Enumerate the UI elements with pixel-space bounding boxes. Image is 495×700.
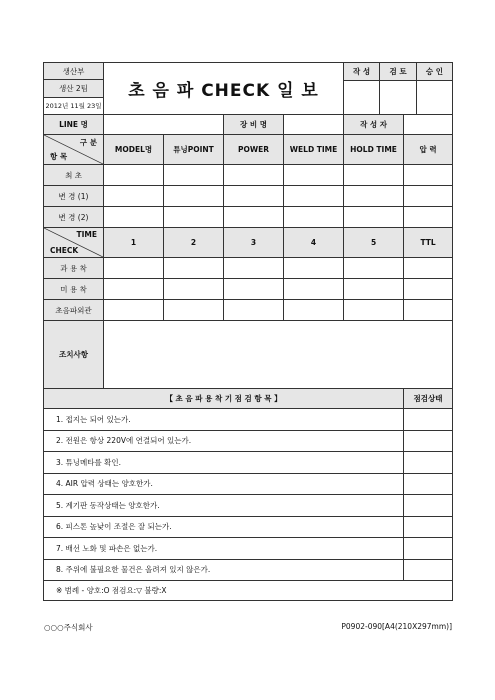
team-cell: 생산 2팀: [44, 80, 104, 97]
grid1-row-label: 변 경 (1): [44, 186, 104, 207]
legend: ※ 범례 - 양호:O 점검요:▽ 불량:X: [44, 581, 453, 601]
grid2-cell[interactable]: [344, 279, 404, 300]
checklist-item: 6. 피스톤 높낮이 조절은 잘 되는가.: [44, 516, 404, 538]
grid2-cell[interactable]: [404, 258, 453, 279]
grid2-cell[interactable]: [404, 279, 453, 300]
grid2-cell[interactable]: [224, 279, 284, 300]
grid1-row-label: 최 초: [44, 165, 104, 186]
grid2-cell[interactable]: [104, 300, 164, 321]
grid1-cell[interactable]: [164, 207, 224, 228]
page-title: 초 음 파 CHECK 일 보: [104, 63, 344, 115]
status-cell[interactable]: [404, 409, 453, 431]
grid1-cell[interactable]: [284, 186, 344, 207]
grid2-cell[interactable]: [344, 258, 404, 279]
grid1-cell[interactable]: [404, 165, 453, 186]
grid1-cell[interactable]: [344, 186, 404, 207]
grid2-corner-top: TIME: [76, 230, 97, 239]
status-cell[interactable]: [404, 538, 453, 560]
checklist-item: 7. 배선 노화 및 파손은 없는가.: [44, 538, 404, 560]
status-cell[interactable]: [404, 430, 453, 452]
form-code: P0902-090[A4(210X297mm)]: [341, 622, 452, 631]
status-header: 점검상태: [404, 389, 453, 409]
grid1-cell[interactable]: [404, 207, 453, 228]
status-cell[interactable]: [404, 516, 453, 538]
grid2-cell[interactable]: [224, 300, 284, 321]
approval-label-approve: 승 인: [416, 63, 452, 80]
grid2-col-4: 4: [284, 228, 344, 258]
checklist-item: 4. AIR 압력 상태는 양호한가.: [44, 473, 404, 495]
grid1-corner: [44, 135, 104, 165]
checklist-item: 3. 튜닝메타를 확인.: [44, 452, 404, 474]
approval-label-review: 검 토: [380, 63, 417, 80]
grid2-corner-bottom: CHECK: [50, 246, 79, 255]
equip-label: 장 비 명: [224, 115, 284, 135]
action-field[interactable]: [104, 321, 453, 389]
approval-sign-review[interactable]: [380, 80, 417, 114]
grid1-cell[interactable]: [224, 207, 284, 228]
grid1-col-hold: HOLD TIME: [344, 135, 404, 165]
author-field[interactable]: [404, 115, 453, 135]
checklist-item: 1. 접지는 되어 있는가.: [44, 409, 404, 431]
checklist-item: 8. 주위에 불필요한 물건은 올려져 있지 않은가.: [44, 559, 404, 581]
grid1-cell[interactable]: [164, 165, 224, 186]
check-report-table: [43, 62, 453, 601]
grid1-col-model: MODEL명: [104, 135, 164, 165]
grid2-cell[interactable]: [404, 300, 453, 321]
dept-cell: 생산부: [44, 63, 104, 80]
approval-sign-approve[interactable]: [416, 80, 452, 114]
grid2-corner: [44, 228, 104, 258]
grid2-cell[interactable]: [104, 258, 164, 279]
grid2-cell[interactable]: [164, 258, 224, 279]
date-cell: 2012년 11월 23일: [44, 97, 104, 114]
line-field[interactable]: [104, 115, 224, 135]
grid1-cell[interactable]: [104, 186, 164, 207]
author-label: 작 성 자: [344, 115, 404, 135]
grid1-row-label: 변 경 (2): [44, 207, 104, 228]
status-cell[interactable]: [404, 495, 453, 517]
grid1-cell[interactable]: [404, 186, 453, 207]
checklist-item: 2. 전원은 항상 220V에 연결되어 있는가.: [44, 430, 404, 452]
grid2-cell[interactable]: [104, 279, 164, 300]
grid1-col-tuning: 튜닝POINT: [164, 135, 224, 165]
checklist-item: 5. 계기판 동작상태는 양호한가.: [44, 495, 404, 517]
grid1-cell[interactable]: [224, 186, 284, 207]
grid2-col-2: 2: [164, 228, 224, 258]
grid2-cell[interactable]: [344, 300, 404, 321]
grid1-corner-bottom: 항 목: [50, 152, 68, 161]
grid1-cell[interactable]: [284, 165, 344, 186]
grid2-row-label: 초음파외관: [44, 300, 104, 321]
checklist-heading: 【 초 음 파 용 착 기 점 검 항 목 】: [44, 389, 404, 409]
line-label: LINE 명: [44, 115, 104, 135]
action-label: 조치사항: [44, 321, 104, 389]
grid2-row-label: 과 용 착: [44, 258, 104, 279]
grid1-cell[interactable]: [164, 186, 224, 207]
grid1-cell[interactable]: [284, 207, 344, 228]
grid1-cell[interactable]: [104, 207, 164, 228]
grid1-corner-top: 구 분: [79, 138, 97, 147]
grid2-row-label: 미 용 착: [44, 279, 104, 300]
equip-field[interactable]: [284, 115, 344, 135]
grid2-col-1: 1: [104, 228, 164, 258]
company-name: ○○○주식회사: [44, 623, 93, 632]
status-cell[interactable]: [404, 559, 453, 581]
grid2-cell[interactable]: [284, 258, 344, 279]
grid1-cell[interactable]: [344, 165, 404, 186]
grid1-cell[interactable]: [344, 207, 404, 228]
status-cell[interactable]: [404, 473, 453, 495]
approval-box: [344, 63, 452, 114]
grid2-cell[interactable]: [164, 300, 224, 321]
grid1-cell[interactable]: [104, 165, 164, 186]
grid2-cell[interactable]: [284, 300, 344, 321]
inspection-form: [43, 62, 452, 601]
grid2-cell[interactable]: [164, 279, 224, 300]
grid2-cell[interactable]: [284, 279, 344, 300]
grid1-col-weld: WELD TIME: [284, 135, 344, 165]
approval-label-author: 작 성: [344, 63, 380, 80]
grid1-col-power: POWER: [224, 135, 284, 165]
grid1-col-pressure: 압 력: [404, 135, 453, 165]
grid2-col-5: 5: [344, 228, 404, 258]
status-cell[interactable]: [404, 452, 453, 474]
grid2-cell[interactable]: [224, 258, 284, 279]
grid1-cell[interactable]: [224, 165, 284, 186]
approval-sign-author[interactable]: [344, 80, 380, 114]
grid2-col-ttl: TTL: [404, 228, 453, 258]
grid2-col-3: 3: [224, 228, 284, 258]
